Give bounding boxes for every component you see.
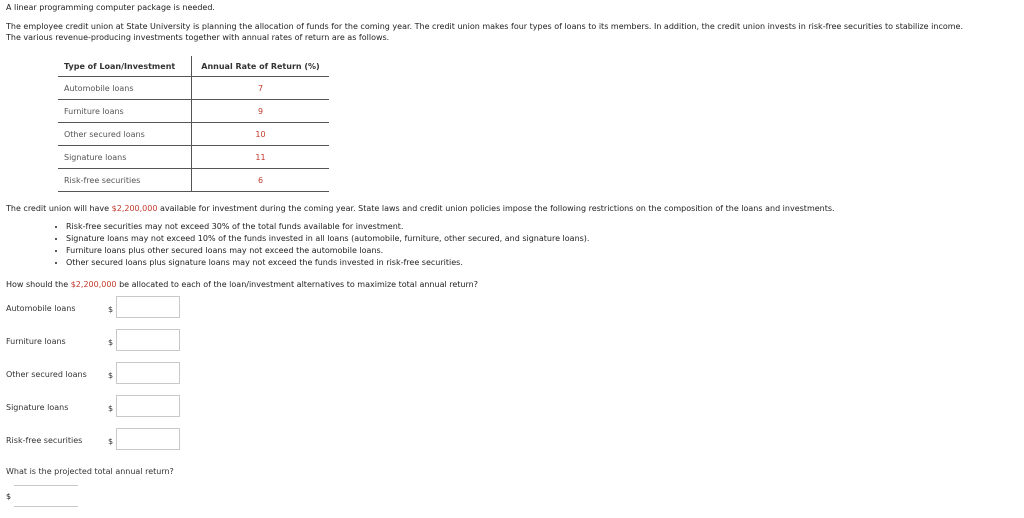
rate-cell: 11 — [192, 146, 330, 169]
loan-type-cell: Automobile loans — [58, 77, 192, 100]
table-row — [58, 169, 329, 192]
rate-cell: 6 — [192, 169, 330, 192]
currency-symbol: $ — [108, 371, 114, 380]
loan-type-cell: Furniture loans — [58, 100, 192, 123]
currency-symbol: $ — [108, 338, 114, 347]
question-pre: How should the — [6, 280, 71, 289]
intro-line-1: The employee credit union at State University is planning the allocation of funds for the coming year. The credit union makes four types of loans to its members. In addition, the credit union invests in risk-free securities to stabilize income. — [6, 22, 963, 31]
automobile-loans-input[interactable] — [116, 296, 180, 318]
list-item: • Other secured loans plus signature loans may not exceed the funds invested in risk-free securities. — [66, 257, 589, 269]
currency-symbol: $ — [108, 305, 114, 314]
col-header-rate: Annual Rate of Return (%) — [192, 56, 330, 77]
total-return-question: What is the projected total annual return? — [6, 467, 174, 476]
rate-cell: 9 — [192, 100, 330, 123]
currency-symbol: $ — [108, 404, 114, 413]
allocation-question — [6, 280, 478, 289]
currency-symbol: $ — [6, 492, 12, 501]
table-header-row — [58, 56, 329, 77]
risk-free-securities-input[interactable] — [116, 428, 180, 450]
table-row — [58, 123, 329, 146]
other-secured-loans-label: Other secured loans — [6, 370, 87, 379]
table-row — [58, 100, 329, 123]
rate-cell: 7 — [192, 77, 330, 100]
risk-free-securities-label: Risk-free securities — [6, 436, 83, 445]
list-item: • Signature loans may not exceed 10% of the funds invested in all loans (automobile, furniture, other secured, and signature loans). — [66, 233, 589, 245]
table-row — [58, 146, 329, 169]
col-header-type: Type of Loan/Investment — [58, 56, 192, 77]
table-row — [58, 77, 329, 100]
currency-symbol: $ — [108, 437, 114, 446]
restrictions-list — [56, 221, 589, 269]
constraints-intro — [6, 204, 835, 213]
constraints-intro-pre: The credit union will have — [6, 204, 112, 213]
constraints-intro-post: available for investment during the coming year. State laws and credit union policies impose the following restrictions on the composition of the loans and investments. — [157, 204, 835, 213]
headline: A linear programming computer package is needed. — [6, 3, 215, 12]
furniture-loans-input[interactable] — [116, 329, 180, 351]
list-item: • Risk-free securities may not exceed 30% of the total funds available for investment. — [66, 221, 589, 233]
furniture-loans-label: Furniture loans — [6, 337, 66, 346]
question-post: be allocated to each of the loan/investment alternatives to maximize total annual return? — [116, 280, 478, 289]
returns-table — [58, 56, 329, 192]
rate-cell: 10 — [192, 123, 330, 146]
list-item: • Furniture loans plus other secured loans may not exceed the automobile loans. — [66, 245, 589, 257]
loan-type-cell: Risk-free securities — [58, 169, 192, 192]
available-amount: $2,200,000 — [111, 204, 158, 213]
question-amount: $2,200,000 — [70, 280, 117, 289]
automobile-loans-label: Automobile loans — [6, 304, 76, 313]
intro-line-2: The various revenue-producing investments together with annual rates of return are as follows. — [6, 33, 390, 42]
signature-loans-label: Signature loans — [6, 403, 69, 412]
signature-loans-input[interactable] — [116, 395, 180, 417]
other-secured-loans-input[interactable] — [116, 362, 180, 384]
loan-type-cell: Other secured loans — [58, 123, 192, 146]
total-return-input[interactable] — [14, 485, 78, 507]
loan-type-cell: Signature loans — [58, 146, 192, 169]
